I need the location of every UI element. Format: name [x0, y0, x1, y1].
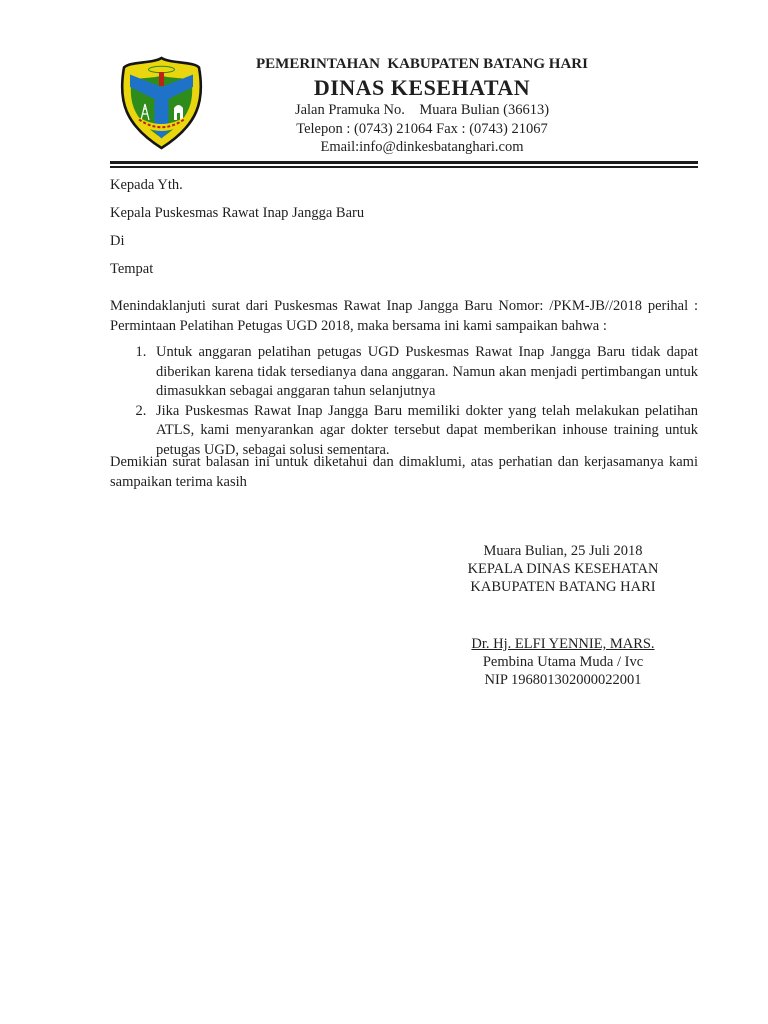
signatory-name: Dr. Hj. ELFI YENNIE, MARS.: [471, 636, 655, 652]
recipient-block: [110, 171, 698, 283]
letterhead-government-line: PEMERINTAHAN KABUPATEN BATANG HARI: [256, 56, 588, 72]
signature-space: [440, 596, 686, 635]
list-item-2: 2. Jika Puskesmas Rawat Inap Jangga Baru memiliki dokter yang telah melakukan pelatihan ATLS, kami menyarankan agar dokter tersebut dapat memberikan inhouse training untuk petugas UGD, sebagai solusi sementara.: [150, 402, 698, 461]
closing-paragraph: Demikian surat balasan ini untuk diketahui dan dimaklumi, atas perhatian dan kerjasamanya kami sampaikan terima kasih: [110, 454, 698, 490]
letterhead: [110, 55, 698, 168]
batang-hari-regency-seal-icon: [115, 56, 208, 150]
letterhead-divider-rule: [110, 161, 698, 168]
signature-place-date: Muara Bulian, 25 Juli 2018: [483, 543, 643, 559]
letterhead-department-name: DINAS KESEHATAN: [313, 75, 531, 100]
signatory-nip: NIP 196801302000022001: [484, 672, 642, 688]
recipient-salutation: Kepada Yth.: [110, 177, 183, 193]
recipient-place: Tempat: [110, 261, 154, 277]
recipient-name: Kepala Puskesmas Rawat Inap Jangga Baru: [110, 205, 365, 221]
recipient-di: Di: [110, 233, 125, 249]
letterhead-email-line: Email:info@dinkesbatanghari.com: [320, 139, 524, 155]
opening-paragraph: Menindaklanjuti surat dari Puskesmas Rawat Inap Jangga Baru Nomor: /PKM-JB//2018 perihal : Permintaan Pelatihan Petugas UGD 2018, maka bersama ini kami sampaikan bahwa :: [110, 298, 698, 334]
letterhead-phone-line: Telepon : (0743) 21064 Fax : (0743) 21067: [296, 120, 548, 137]
list-item-1: 1. Untuk anggaran pelatihan petugas UGD Puskesmas Rawat Inap Jangga Baru tidak dapat diberikan karena tidak tersedianya dana anggaran. Namun akan menjadi pertimbangan untuk dimasukkan sebagai anggaran tahun selanjutnya: [150, 343, 698, 402]
signature-title-line2: KABUPATEN BATANG HARI: [470, 579, 656, 595]
letterhead-address-line: Jalan Pramuka No. Muara Bulian (36613): [294, 102, 550, 118]
signature-block: [440, 542, 686, 689]
signature-title-line1: KEPALA DINAS KESEHATAN: [467, 561, 659, 577]
points-list: [110, 343, 698, 460]
signatory-rank: Pembina Utama Muda / Ivc: [482, 654, 644, 670]
